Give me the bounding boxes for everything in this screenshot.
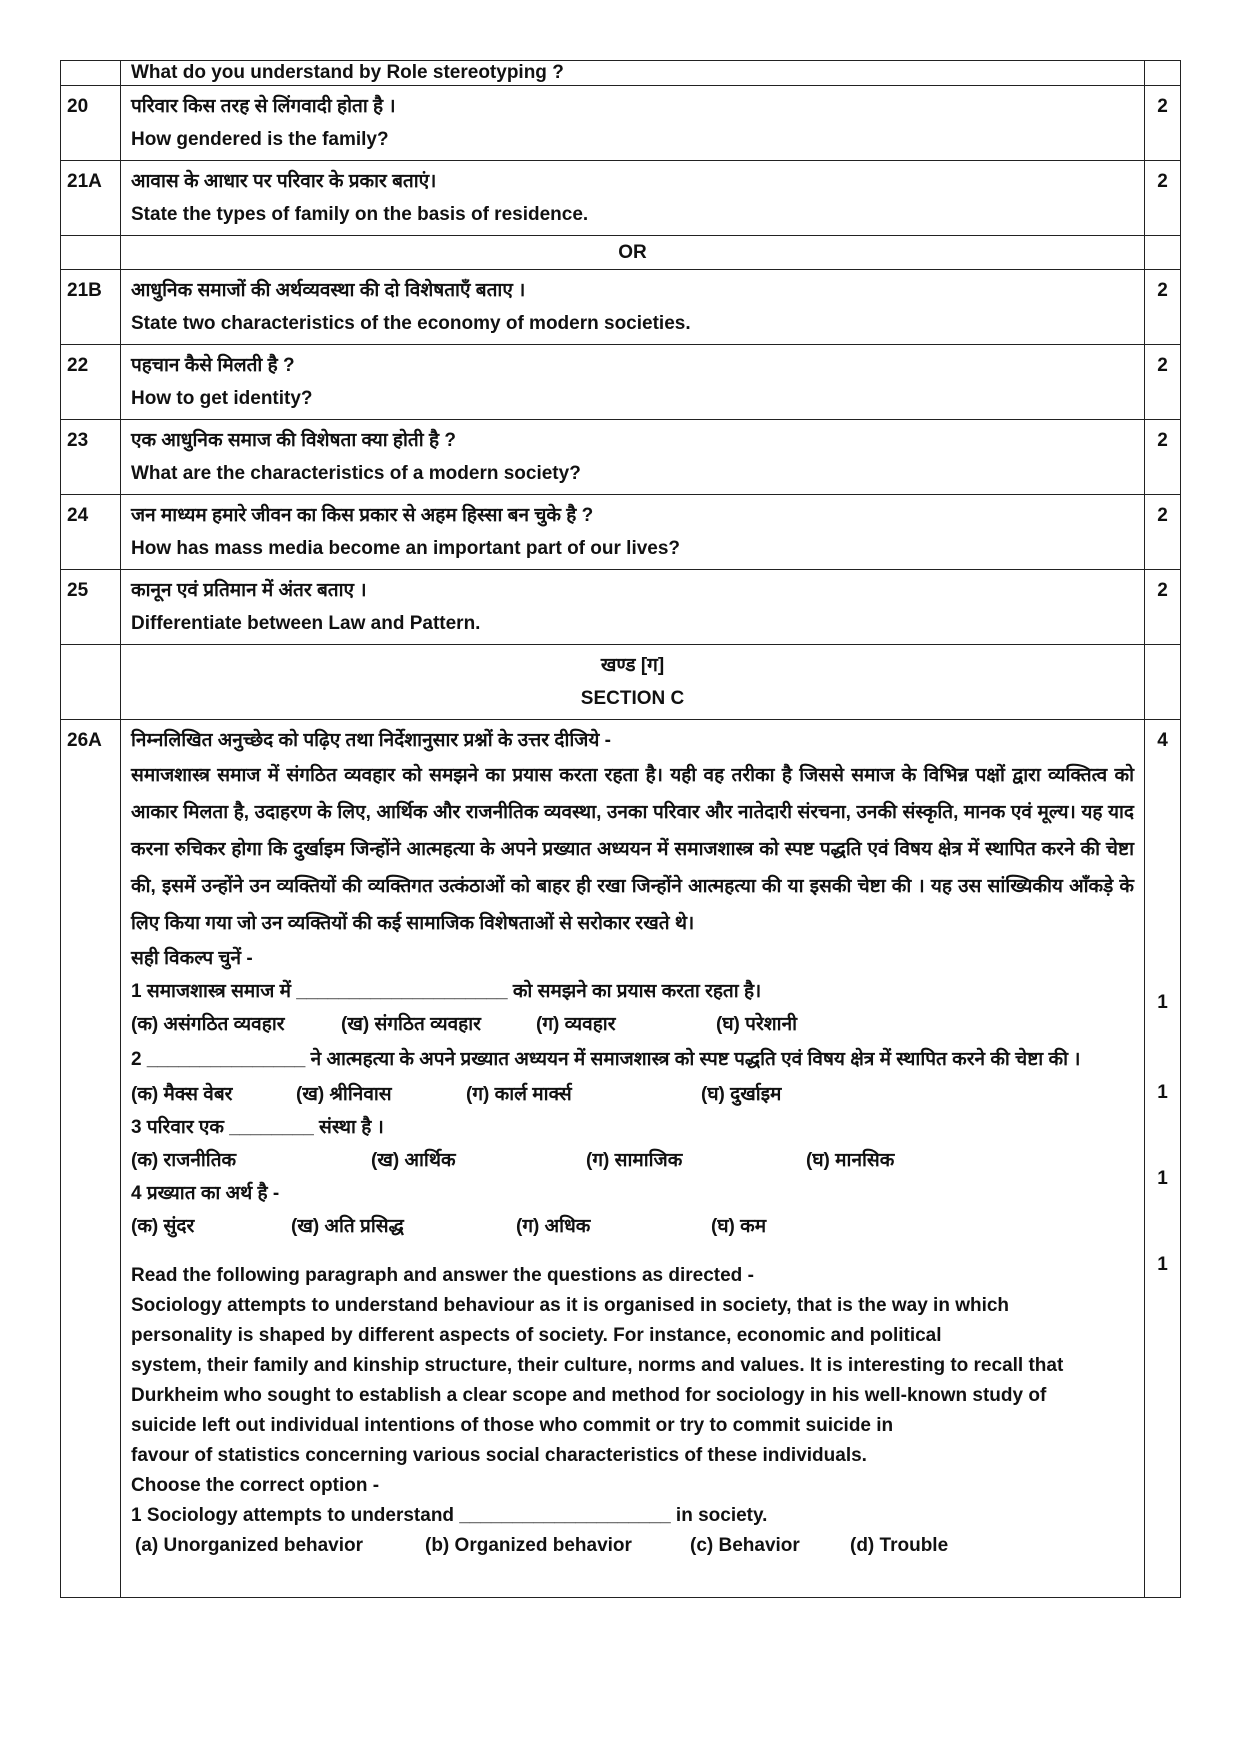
option: (क) सुंदर — [131, 1216, 195, 1237]
english-question: Differentiate between Law and Pattern. — [131, 613, 481, 634]
hindi-choose-option: सही विकल्प चुनें - — [131, 948, 253, 969]
table-row — [61, 161, 1181, 236]
marks: 2 — [1145, 345, 1181, 420]
hindi-question: कानून एवं प्रतिमान में अंतर बताए । — [131, 580, 367, 601]
question-number: 25 — [61, 570, 121, 645]
option: (ग) व्यवहार — [536, 1014, 616, 1035]
question-text — [121, 720, 1145, 1598]
question-text — [121, 345, 1145, 420]
hindi-question: जन माध्यम हमारे जीवन का किस प्रकार से अहम हिस्सा बन चुके है ? — [131, 505, 594, 526]
english-question: How has mass media become an important part of our lives? — [131, 538, 681, 559]
section-heading-row — [61, 645, 1181, 720]
hindi-subquestion-4: 4 प्रख्यात का अर्थ है - — [131, 1183, 280, 1204]
question-text — [121, 420, 1145, 495]
english-choose-option: Choose the correct option - — [131, 1475, 380, 1496]
option: (ख) संगठित व्यवहार — [341, 1014, 481, 1035]
hindi-question: पहचान कैसे मिलती है ? — [131, 355, 295, 376]
option: (घ) दुर्खाइम — [701, 1084, 782, 1105]
english-paragraph-line: favour of statistics concerning various social characteristics of these individuals. — [131, 1445, 867, 1466]
question-text — [121, 270, 1145, 345]
hindi-question: एक आधुनिक समाज की विशेषता क्या होती है ? — [131, 430, 456, 451]
or-divider: OR — [121, 236, 1145, 270]
question-number: 24 — [61, 495, 121, 570]
option: (क) राजनीतिक — [131, 1150, 237, 1171]
option: (ग) अधिक — [516, 1216, 591, 1237]
section-title-hindi: खण्ड [ग] — [600, 655, 665, 676]
question-paper — [60, 60, 1180, 1598]
options-row — [131, 1210, 1134, 1243]
table-row — [61, 495, 1181, 570]
question-text — [121, 61, 1145, 86]
marks: 2 — [1145, 495, 1181, 570]
option: (घ) परेशानी — [716, 1014, 798, 1035]
english-paragraph-line: Sociology attempts to understand behaviour as it is organised in society, that is the way in which — [131, 1295, 1010, 1316]
question-text — [121, 86, 1145, 161]
table-row — [61, 270, 1181, 345]
question-number: 20 — [61, 86, 121, 161]
options-row — [131, 1144, 1134, 1177]
hindi-subquestion-2: 2 _______________ ने आत्महत्या के अपने प्रख्यात अध्ययन में समाजशास्त्र को स्पष्ट पद्धति एवं विषय क्षेत्र में स्थापित करने की चेष्टा की । — [131, 1049, 1081, 1070]
question-number: 22 — [61, 345, 121, 420]
question-number — [61, 61, 121, 86]
question-number: 26A — [61, 720, 121, 1598]
table-row — [61, 570, 1181, 645]
hindi-question: आवास के आधार पर परिवार के प्रकार बताएं। — [131, 171, 437, 192]
table-row — [61, 236, 1181, 270]
option: (ख) श्रीनिवास — [296, 1084, 392, 1105]
hindi-subquestion-3: 3 परिवार एक ________ संस्था है । — [131, 1117, 384, 1138]
table-row — [61, 720, 1181, 1598]
option: (ग) सामाजिक — [586, 1150, 683, 1171]
english-paragraph-line: Durkheim who sought to establish a clear scope and method for sociology in his well-known study of — [131, 1385, 1047, 1406]
english-instruction: Read the following paragraph and answer the questions as directed - — [131, 1265, 754, 1286]
table-row — [61, 61, 1181, 86]
english-paragraph-line: personality is shaped by different aspects of society. For instance, economic and political — [131, 1325, 942, 1346]
option: (a) Unorganized behavior — [135, 1535, 364, 1556]
english-question: State two characteristics of the economy of modern societies. — [131, 313, 691, 334]
hindi-subquestion-1: 1 समाजशास्त्र समाज में ____________________ को समझने का प्रयास करता रहता है। — [131, 981, 762, 1002]
question-number: 21B — [61, 270, 121, 345]
section-heading — [121, 645, 1145, 720]
marks — [1145, 61, 1181, 86]
hindi-paragraph: समाजशास्त्र समाज में संगठित व्यवहार को समझने का प्रयास करता रहता है। यही वह तरीका है जिससे समाज के विभिन्न पक्षों द्वारा व्यक्तित्व को आकार मिलता है, उदाहरण के लिए, आर्थिक और राजनीतिक व्यवस्था, उनका परिवार और नातेदारी संरचना, उनकी संस्कृति, मानक एवं मूल्य। यह याद करना रुचिकर होगा कि दुर्खाइम जिन्होंने आत्महत्या के अपने प्रख्यात अध्ययन में समाजशास्त्र को स्पष्ट पद्धति एवं विषय क्षेत्र में स्थापित करने की चेष्टा की, इसमें उन्होंने उन व्यक्तियों की व्यक्तिगत उत्कंठाओं को बाहर ही रखा जिन्होंने आत्महत्या की या इसकी चेष्टा की । यह उस सांख्यिकीय आँकड़े के लिए किया गया जो उन व्यक्तियों की कई सामाजिक विशेषताओं से सरोकार रखते थे। — [131, 765, 1134, 934]
question-text — [121, 495, 1145, 570]
sub-marks: 1 — [1157, 1254, 1168, 1275]
option: (c) Behavior — [690, 1535, 800, 1556]
table-row — [61, 345, 1181, 420]
marks: 2 — [1145, 420, 1181, 495]
section-title-english: SECTION C — [580, 688, 685, 709]
sub-marks: 1 — [1157, 992, 1168, 1013]
english-question: How gendered is the family? — [131, 129, 389, 150]
option: (ख) आर्थिक — [371, 1150, 456, 1171]
question-number: 23 — [61, 420, 121, 495]
question-text — [121, 570, 1145, 645]
marks-total: 4 — [1157, 730, 1168, 751]
english-question: How to get identity? — [131, 388, 313, 409]
options-row — [131, 1078, 1134, 1111]
option: (घ) कम — [711, 1216, 767, 1237]
options-row — [131, 1531, 1134, 1561]
option: (ग) कार्ल मार्क्स — [466, 1084, 572, 1105]
english-question: What do you understand by Role stereotyping ? — [131, 62, 564, 83]
marks: 2 — [1145, 570, 1181, 645]
english-paragraph-line: system, their family and kinship structure, their culture, norms and values. It is interesting to recall that — [131, 1355, 1064, 1376]
english-paragraph-line: suicide left out individual intentions of those who commit or try to commit suicide in — [131, 1415, 894, 1436]
option: (ख) अति प्रसिद्ध — [291, 1216, 404, 1237]
option: (क) मैक्स वेबर — [131, 1084, 233, 1105]
option: (d) Trouble — [850, 1535, 949, 1556]
table-row — [61, 86, 1181, 161]
option: (घ) मानसिक — [806, 1150, 895, 1171]
english-subquestion-1: 1 Sociology attempts to understand ____________________ in society. — [131, 1505, 768, 1526]
table-row — [61, 420, 1181, 495]
option: (क) असंगठित व्यवहार — [131, 1014, 285, 1035]
english-question: What are the characteristics of a modern society? — [131, 463, 581, 484]
sub-marks: 1 — [1157, 1082, 1168, 1103]
question-table — [60, 60, 1181, 1598]
marks: 2 — [1145, 270, 1181, 345]
hindi-question: आधुनिक समाजों की अर्थव्यवस्था की दो विशेषताएँ बताए । — [131, 280, 526, 301]
hindi-instruction: निम्नलिखित अनुच्छेद को पढ़िए तथा निर्देशानुसार प्रश्नों के उत्तर दीजिये - — [131, 730, 612, 751]
option: (b) Organized behavior — [425, 1535, 632, 1556]
hindi-question: परिवार किस तरह से लिंगवादी होता है । — [131, 96, 396, 117]
question-number — [61, 236, 121, 270]
marks: 2 — [1145, 161, 1181, 236]
question-number: 21A — [61, 161, 121, 236]
english-question: State the types of family on the basis of residence. — [131, 204, 589, 225]
sub-marks: 1 — [1157, 1168, 1168, 1189]
marks — [1145, 720, 1181, 1598]
marks — [1145, 236, 1181, 270]
options-row — [131, 1008, 1134, 1041]
marks: 2 — [1145, 86, 1181, 161]
question-text — [121, 161, 1145, 236]
